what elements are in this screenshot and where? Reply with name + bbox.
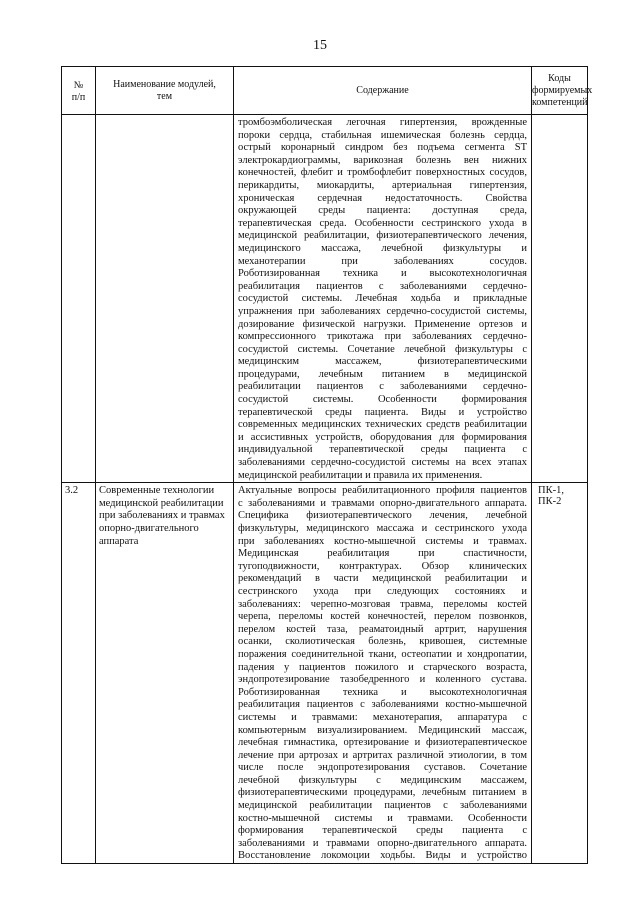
content-line: Специфика физиотерапевтического лечения, лечебной: [238, 510, 527, 522]
content-line: формирования терапевтической среды пациента с: [238, 825, 527, 837]
content-line: терапевтической среды пациента. Виды и устройство: [238, 406, 527, 418]
content-line: поражения соединительной ткани, остеопатии и хондропатии,: [238, 648, 527, 660]
content-line: Роботизированная техника и высокотехнологичная: [238, 686, 527, 698]
content-line: лечение при артрозах и артритах различной этиологии, в том: [238, 749, 527, 761]
header-competency-codes: Коды формируемых компетенций: [532, 67, 588, 115]
content-line: электрокардиограммы, варикозная болезнь вен нижних: [238, 154, 527, 166]
row-module-name: [96, 115, 234, 483]
row-competency-codes: [532, 115, 588, 483]
content-line: Восстановление локомоции ходьбы. Виды и устройство: [238, 850, 527, 862]
header-module-name: Наименование модулей, тем: [96, 67, 234, 115]
content-line: хроническая сердечная недостаточность. Свойства: [238, 192, 527, 204]
content-line: черепа, переломы костей конечностей, перелом позвонков,: [238, 611, 527, 623]
content-line: заболеваниях: черепно-мозговая травма, переломы костей: [238, 598, 527, 610]
competencies-table: [61, 66, 593, 864]
content-line: современных медицинских технических средств реабилитации: [238, 419, 527, 431]
content-line: костно-мышечной системы и травмами. Особенности: [238, 812, 527, 824]
content-line: лечебной физкультуры с медицинским массажем,: [238, 774, 527, 786]
content-line: падения у пациентов пожилого и старческого возраста,: [238, 661, 527, 673]
content-line: рекомендаций в части медицинской реабилитации и: [238, 573, 527, 585]
header-content: Содержание: [234, 67, 532, 115]
content-line: Медицинская реабилитация при спастичности,: [238, 548, 527, 560]
content-line: индивидуальной терапевтической среды пациента с: [238, 444, 527, 456]
content-line: реабилитация пациентов с заболеваниями костно-мышечной: [238, 699, 527, 711]
content-line: медицинской реабилитации и правила их применения.: [238, 469, 483, 481]
content-line: с заболеваниями и травмами опорно-двигательного аппарата.: [238, 497, 527, 509]
row-content: [234, 115, 532, 483]
row-number: [62, 115, 96, 483]
row-number: 3.2: [62, 483, 96, 864]
row-module-name: Современные технологии медицинской реабилитации при заболеваниях и травмах опорно-двигательного аппарата: [96, 483, 234, 864]
header-num: № п/п: [62, 67, 96, 115]
content-line: осанки, сколиотическая болезнь, кривошея, системные: [238, 636, 527, 648]
content-line: тромбоэмболическая легочная гипертензия, врожденные: [238, 117, 527, 128]
content-line: системы и травмами: механотерапия, аппаратура с: [238, 711, 527, 723]
content-line: острый коронарный синдром без подъема сегмента ST: [238, 142, 527, 154]
content-line: медицинской реабилитации, физиотерапевтического лечения,: [238, 230, 527, 242]
content-line: реабилитация пациентов с заболеваниями сердечно-: [238, 280, 527, 292]
content-line: сосудистой системы. Сочетание лечебной физкультуры с: [238, 343, 527, 355]
content-line: терапевтическая среда. Особенности сестринского ухода в: [238, 217, 527, 229]
content-line: физкультуры, медицинского массажа и сестринского ухода: [238, 523, 527, 534]
table-row: [62, 483, 588, 864]
content-line: физиотерапевтическими процедурами, лечебным питанием в: [238, 787, 527, 799]
content-line: заболеваниями и травмами опорно-двигательного аппарата.: [238, 837, 527, 849]
content-line: Роботизированная техника и высокотехнологичная: [238, 268, 527, 280]
content-line: числе после эндопротезирования суставов. Сочетание: [238, 762, 527, 774]
content-line: пороки сердца, стабильная ишемическая болезнь сердца,: [238, 129, 527, 141]
row-competency-codes: ПК-1, ПК-2: [532, 483, 588, 864]
content-line: компьютерным визуализированием. Медицинский массаж,: [238, 724, 527, 736]
content-line: упражнения при заболеваниях сердечно-сосудистой системы,: [238, 305, 527, 317]
content-line: процедурами, лечебным питанием в медицинской: [238, 368, 527, 380]
content-line: перикардиты, миокардиты, артериальная гипертензия,: [238, 179, 527, 191]
content-line: конечностей, флебит и тромбофлебит поверхностных сосудов,: [238, 167, 527, 179]
row-content: [234, 483, 532, 864]
content-line: дозирование физической нагрузки. Применение ортезов и: [238, 318, 527, 330]
content-line: при заболеваниях костно-мышечной системы и травмах.: [238, 535, 527, 547]
content-line: реабилитации пациентов с заболеваниями сердечно-: [238, 381, 527, 393]
content-line: перелом костей таза, реаматоидный артрит, нарушения: [238, 623, 527, 635]
content-line: сосудистой системы. Особенности формирования: [238, 394, 527, 406]
page-number: 15: [313, 38, 327, 53]
content-line: заболеваниями сердечно-сосудистой системы на всех этапах: [238, 457, 527, 469]
content-line: механотерапии при заболеваниях сосудов.: [238, 255, 527, 267]
table-row: [62, 115, 588, 483]
content-line: лечебная гимнастика, ортезирование и физиотерапевтическое: [238, 737, 527, 749]
content-line: сестринского ухода при следующих состояниях и: [238, 585, 527, 597]
content-line: медицинского массажа, лечебной физкультуры и: [238, 242, 527, 254]
content-line: тугоподвижности, контрактурах. Обзор клинических: [238, 560, 527, 572]
content-line: эндопротезирование тазобедренного и коленного сустава.: [238, 674, 527, 686]
content-line: и ассистивных устройств, оборудования для формирования: [238, 431, 527, 443]
content-line: Актуальные вопросы реабилитационного профиля пациентов: [238, 485, 527, 497]
content-line: окружающей среды пациента: доступная среда,: [238, 205, 527, 217]
content-line: медицинским массажем, физиотерапевтическими: [238, 356, 527, 368]
content-line: медицинской реабилитации пациентов с заболеваниями: [238, 800, 527, 812]
content-line: компрессионного трикотажа при заболеваниях сердечно-: [238, 331, 527, 343]
table-header-row: [62, 67, 588, 115]
content-line: сосудистой системы. Лечебная ходьба и прикладные: [238, 293, 527, 305]
